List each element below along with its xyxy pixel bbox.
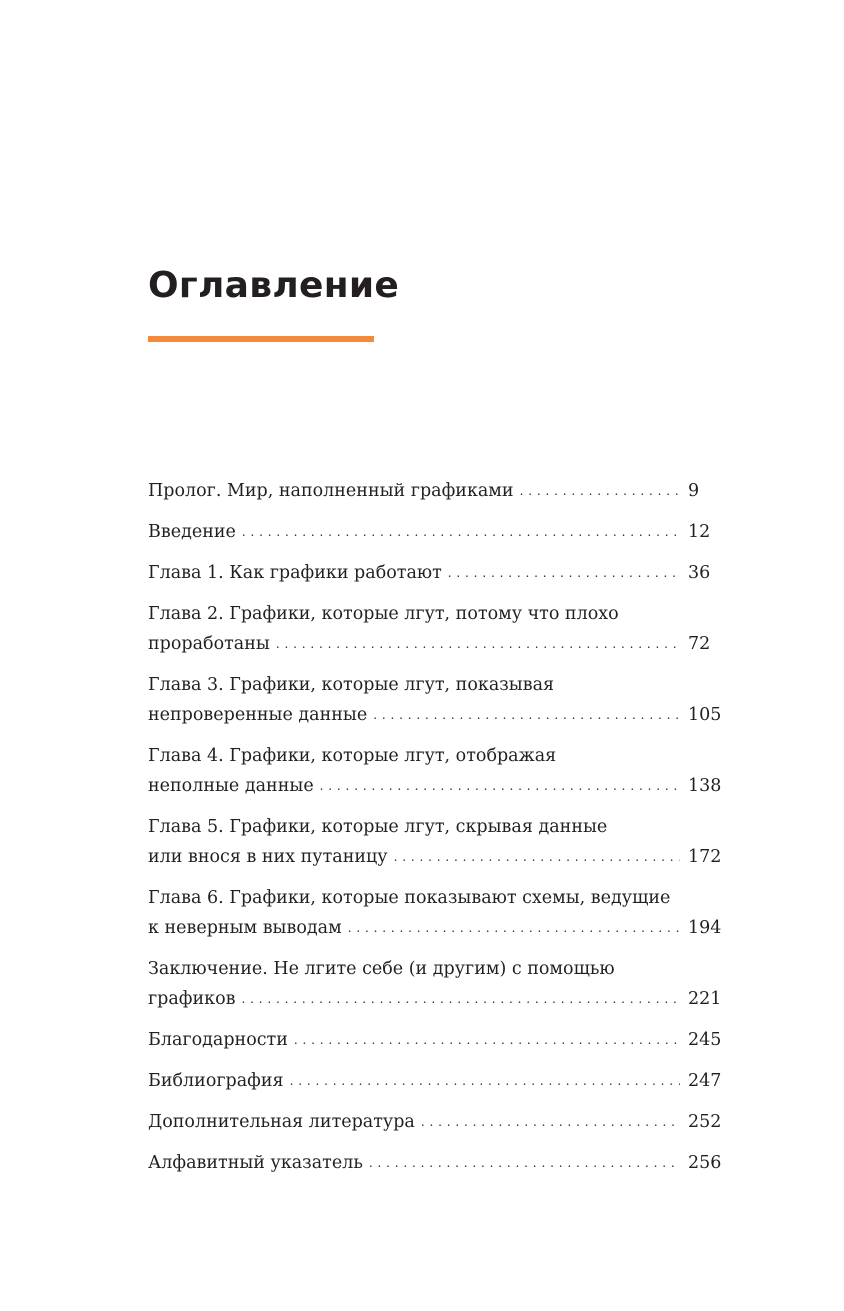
toc-entry-title-line: проработаны xyxy=(148,634,270,654)
toc-entry xyxy=(148,599,720,659)
toc-page-number: 252 xyxy=(688,1112,722,1132)
dot-leader xyxy=(369,1148,680,1178)
toc-entry xyxy=(148,1148,720,1178)
toc-entry-row xyxy=(148,1107,720,1137)
toc-entry-title-line: Введение xyxy=(148,522,236,542)
toc-page-number: 194 xyxy=(688,918,722,938)
dot-leader xyxy=(348,913,680,943)
toc-entry xyxy=(148,517,720,547)
dot-leader xyxy=(290,1066,680,1096)
toc-page-number: 221 xyxy=(688,989,722,1009)
dot-leader xyxy=(320,771,680,801)
toc-entry-title-line: Дополнительная литература xyxy=(148,1112,415,1132)
toc-entry xyxy=(148,1025,720,1055)
toc-entry-row xyxy=(148,771,720,801)
toc-entry-title-line: непроверенные данные xyxy=(148,705,368,725)
toc-page-number: 245 xyxy=(688,1030,722,1050)
toc-entry xyxy=(148,558,720,588)
toc-entry xyxy=(148,476,720,506)
toc-page-number: 36 xyxy=(688,563,711,583)
dot-leader xyxy=(294,1025,680,1055)
toc-entry-row xyxy=(148,517,720,547)
toc-entry-row xyxy=(148,1148,720,1178)
toc-entry-title-line: неполные данные xyxy=(148,776,314,796)
dot-leader xyxy=(276,629,680,659)
toc-entry-title-line: Заключение. Не лгите себе (и другим) с помощью xyxy=(148,959,615,979)
toc-entry-title-line: графиков xyxy=(148,989,236,1009)
dot-leader xyxy=(394,842,680,872)
toc-entry-row xyxy=(148,476,720,506)
toc-entry-row xyxy=(148,700,720,730)
page-title: Оглавление xyxy=(148,265,400,306)
toc-page-number: 172 xyxy=(688,847,722,867)
toc-page-number: 72 xyxy=(688,634,711,654)
dot-leader xyxy=(520,476,680,506)
toc-entry-row xyxy=(148,1066,720,1096)
dot-leader xyxy=(242,984,681,1014)
toc-entry xyxy=(148,954,720,1014)
title-underline xyxy=(148,336,374,342)
toc-entry-title-line: Глава 5. Графики, которые лгут, скрывая данные xyxy=(148,817,608,837)
dot-leader xyxy=(448,558,680,588)
toc-entry xyxy=(148,883,720,943)
dot-leader xyxy=(242,517,680,547)
toc-entry-title-line: Пролог. Мир, наполненный графиками xyxy=(148,481,514,501)
toc-entry-title-line: Глава 3. Графики, которые лгут, показывая xyxy=(148,675,555,695)
dot-leader xyxy=(373,700,680,730)
toc-entry-title-line: Глава 1. Как графики работают xyxy=(148,563,442,583)
toc-entry-row xyxy=(148,842,720,872)
toc-page-number: 9 xyxy=(688,481,700,501)
toc-entry-title-line: Глава 4. Графики, которые лгут, отображая xyxy=(148,746,557,766)
toc-entry xyxy=(148,670,720,730)
toc-entry-title-line: или внося в них путаницу xyxy=(148,847,388,867)
toc-entry-title-line: Алфавитный указатель xyxy=(148,1153,363,1173)
toc-entry xyxy=(148,812,720,872)
dot-leader xyxy=(421,1107,680,1137)
toc-page-number: 12 xyxy=(688,522,711,542)
toc-page-number: 256 xyxy=(688,1153,722,1173)
toc-entry-title-line: Глава 2. Графики, которые лгут, потому что плохо xyxy=(148,604,619,624)
toc-entry-row xyxy=(148,984,720,1014)
toc-entry-row xyxy=(148,629,720,659)
toc-page-number: 247 xyxy=(688,1071,722,1091)
toc-entry-title-line: Библиография xyxy=(148,1071,284,1091)
toc-entry xyxy=(148,1107,720,1137)
toc-entry xyxy=(148,1066,720,1096)
toc-entry-row xyxy=(148,1025,720,1055)
toc-entry-row xyxy=(148,913,720,943)
toc-entry-title-line: Благодарности xyxy=(148,1030,288,1050)
toc-page-number: 105 xyxy=(688,705,722,725)
toc-page-number: 138 xyxy=(688,776,722,796)
toc-entry xyxy=(148,741,720,801)
table-of-contents xyxy=(148,476,720,1189)
toc-entry-title-line: Глава 6. Графики, которые показывают схемы, ведущие xyxy=(148,888,671,908)
toc-entry-row xyxy=(148,558,720,588)
toc-entry-title-line: к неверным выводам xyxy=(148,918,342,938)
